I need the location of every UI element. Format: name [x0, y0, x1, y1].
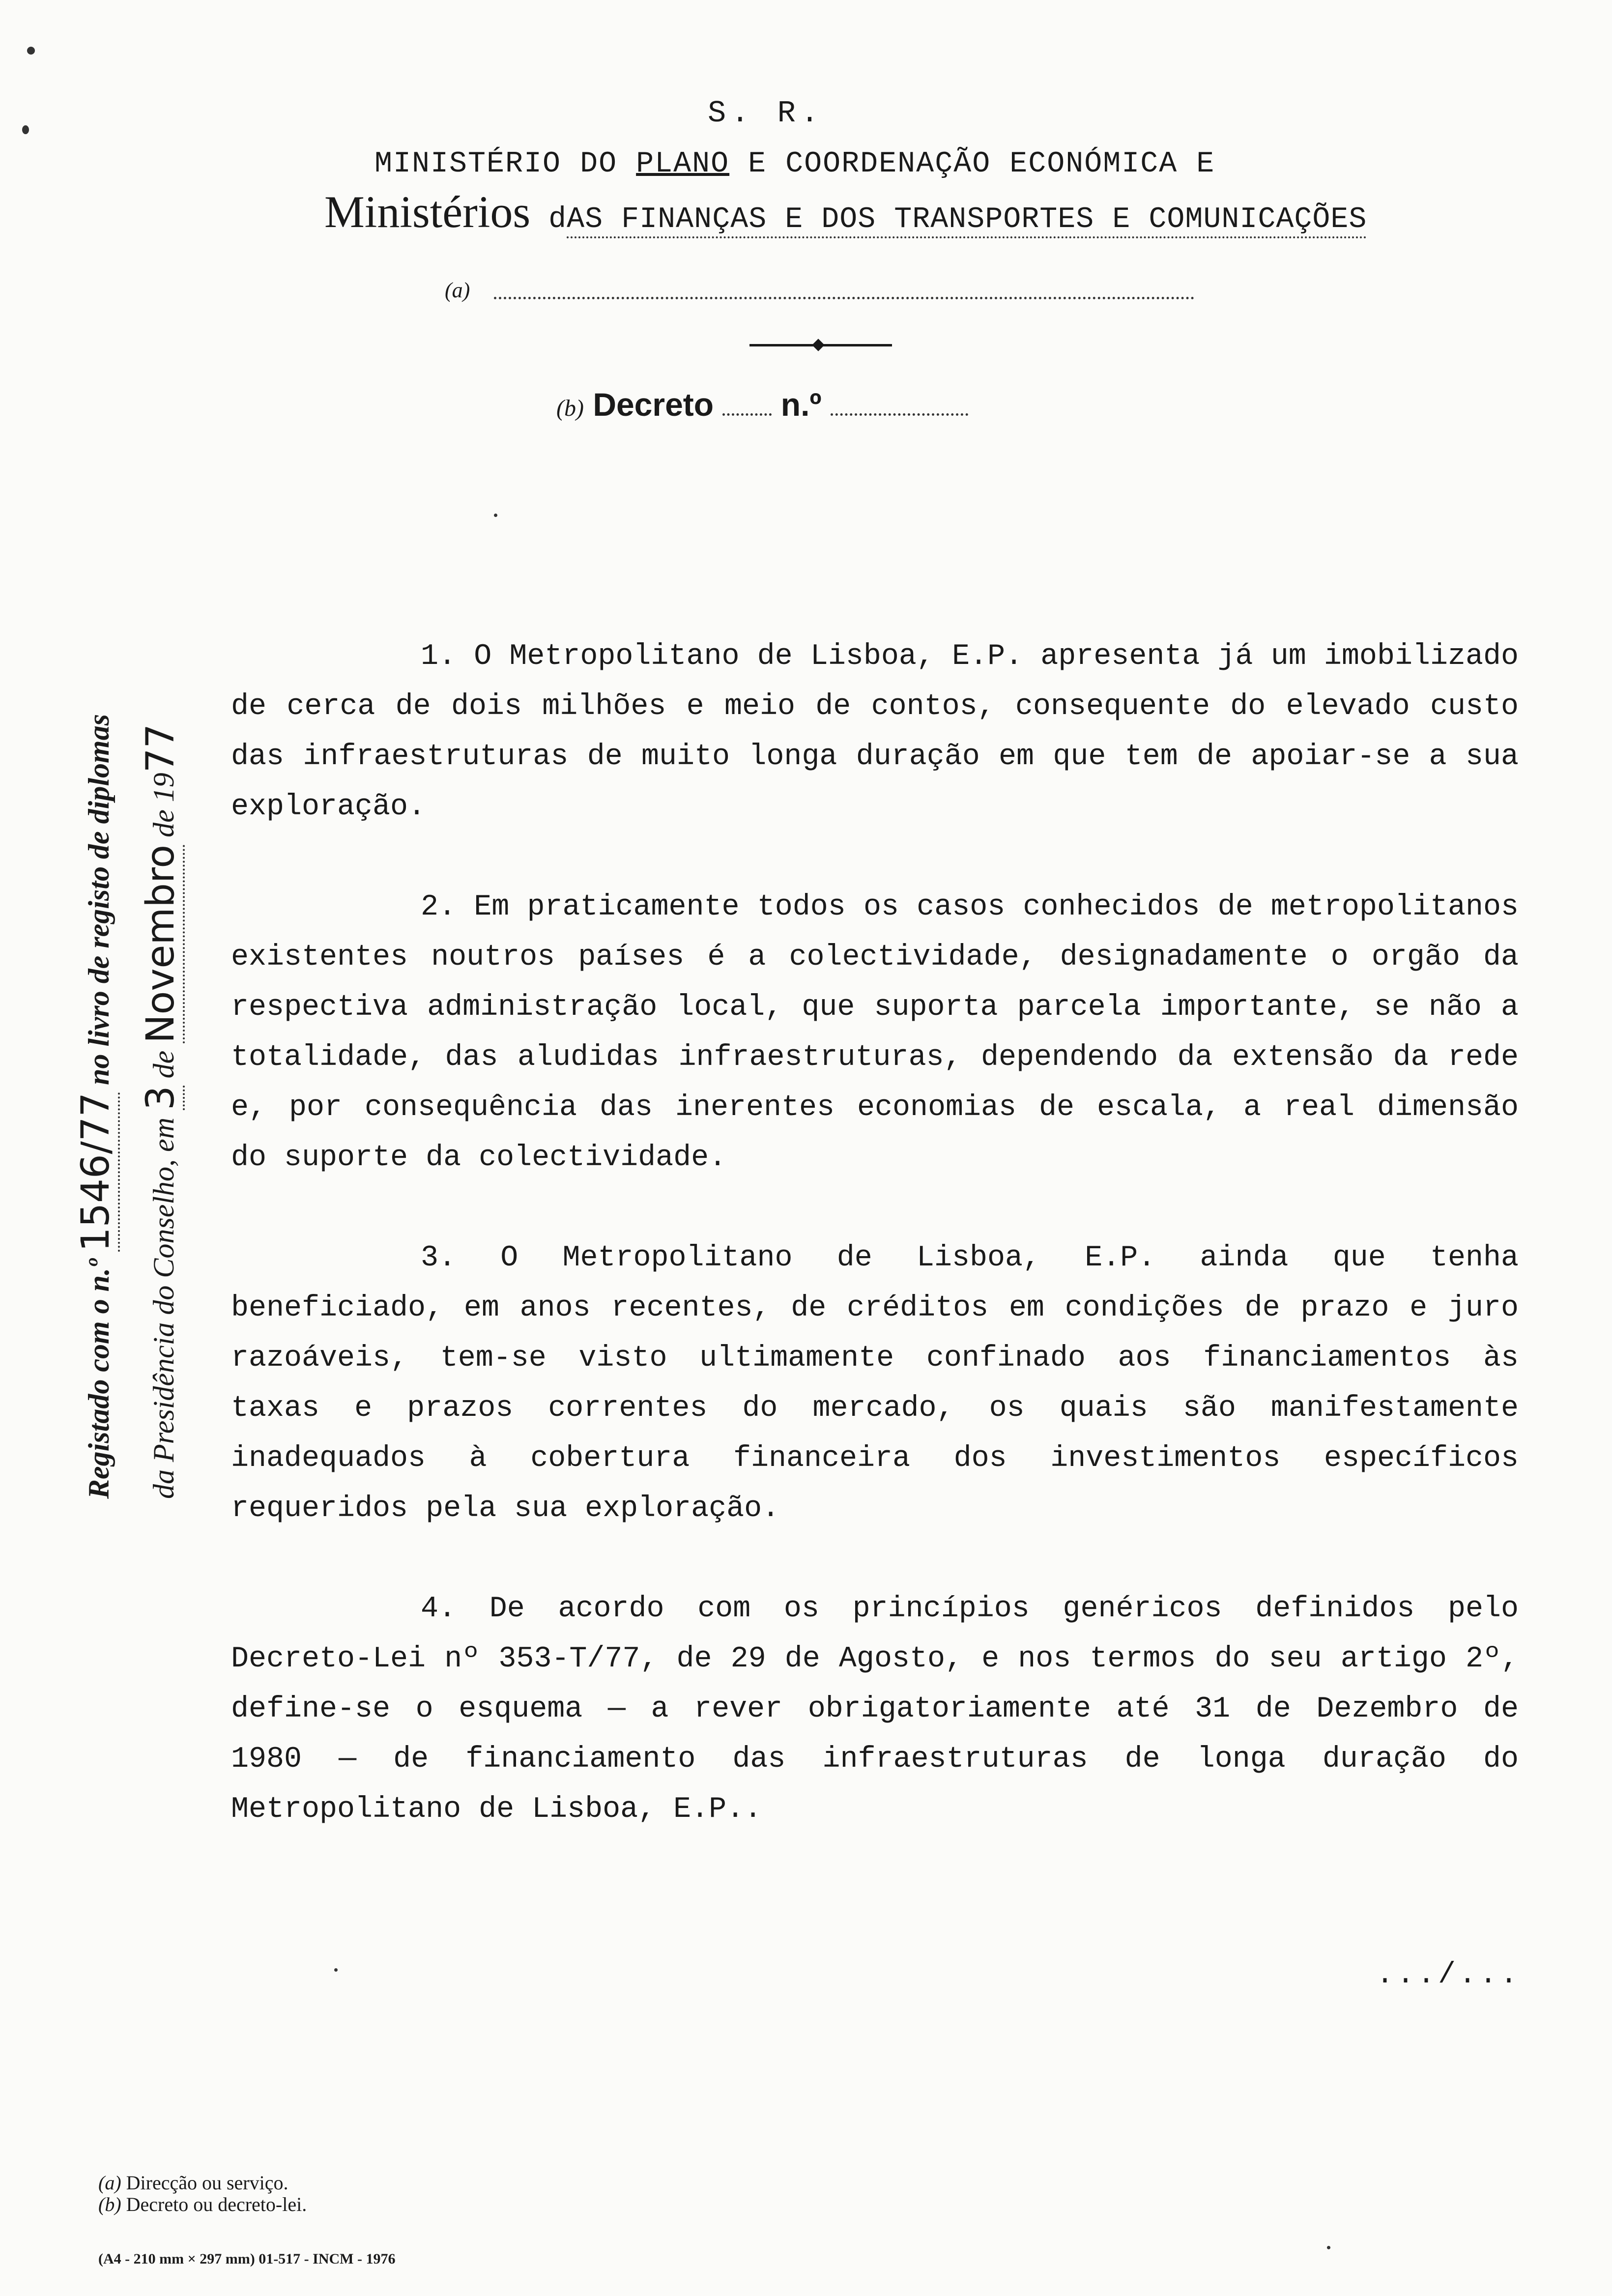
form-code: (A4 - 210 mm × 297 mm) 01-517 - INCM - 1976	[98, 2251, 396, 2267]
decreto-line	[556, 386, 968, 423]
decreto-number-blank	[831, 389, 968, 416]
scan-speck	[334, 1968, 338, 1972]
decree-body	[231, 631, 1519, 1885]
registration-month: Novembro	[139, 845, 185, 1043]
top-mark: S. R.	[708, 96, 824, 131]
ministry-line-1-post: E COORDENAÇÃO ECONÓMICA E	[729, 147, 1215, 181]
registration-year: 77	[139, 724, 183, 773]
ministry-printed-word: Ministérios	[324, 187, 531, 237]
footnote-b	[98, 2194, 307, 2215]
ministry-line-2	[324, 186, 1367, 238]
registration-date-prefix: da Presidência do Conselho, em	[147, 1118, 180, 1499]
footnotes	[98, 2172, 307, 2215]
field-a-label: (a)	[445, 278, 470, 302]
registration-day: 3	[139, 1086, 185, 1110]
registration-side-note	[74, 714, 185, 1499]
decreto-marker: (b)	[556, 395, 584, 421]
divider-diamond-icon	[812, 339, 824, 351]
registration-prefix: Registado com o n.º	[83, 1259, 115, 1499]
scan-speck	[27, 47, 35, 55]
ministry-line-1-pre: MINISTÉRIO DO	[374, 147, 636, 181]
ministry-line-1	[374, 147, 1215, 181]
decreto-word: Decreto	[593, 386, 714, 423]
paragraph-2-text: 2. Em praticamente todos os casos conhecidos de metropolitanos existentes noutros países é a colectividade, designadamente o orgão da respectiva administração local, que suporta parcela importante, se não a totalidade, das aludidas infraestruturas, dependendo da extensão da rede e, por consequência das inerentes economias de escala, a real dimensão do suporte da colectividade.	[231, 890, 1519, 1175]
registration-line-1	[74, 714, 120, 1499]
decreto-type-blank	[722, 389, 772, 416]
scan-speck	[1327, 2246, 1330, 2249]
footnote-b-marker: (b)	[98, 2193, 121, 2215]
registration-year-prefix: de 19	[147, 773, 180, 837]
footnote-a-text: Direcção ou serviço.	[126, 2172, 288, 2194]
scan-speck	[494, 514, 497, 517]
paragraph-3	[231, 1233, 1519, 1534]
ministry-line-2-pre: d	[530, 203, 567, 236]
ministry-line-1-underlined: PLANO	[636, 147, 730, 181]
decreto-number-label: n.º	[780, 386, 822, 423]
ministry-line-2-typed: AS FINANÇAS E DOS TRANSPORTES E COMUNICAÇÕES	[567, 203, 1367, 238]
registration-date-mid: de	[147, 1050, 180, 1079]
paragraph-1-text: 1. O Metropolitano de Lisboa, E.P. apresenta já um imobilizado de cerca de dois milhões e meio de contos, consequente do elevado custo das infraestruturas de muito longa duração em que tem de apoiar-se a sua exploração.	[231, 640, 1519, 824]
continuation-mark: .../...	[1376, 1958, 1521, 1992]
footnote-b-text: Decreto ou decreto-lei.	[126, 2193, 307, 2215]
paragraph-3-text: 3. O Metropolitano de Lisboa, E.P. ainda que tenha beneficiado, em anos recentes, de créditos em condições de prazo e juro razoáveis, tem-se visto ultimamente confinado aos financiamentos às taxas e prazos correntes do mercado, os quais são manifestamente inadequados à cobertura financeira dos investimentos específicos requeridos pela sua exploração.	[231, 1241, 1519, 1525]
registration-suffix: no livro de registo de diplomas	[83, 714, 115, 1085]
scan-speck	[22, 125, 29, 134]
footnote-a-marker: (a)	[98, 2172, 121, 2194]
footnote-a	[98, 2172, 307, 2194]
paragraph-4-text: 4. De acordo com os princípios genéricos definidos pelo Decreto-Lei nº 353-T/77, de 29 de Agosto, e nos termos do seu artigo 2º, define-se o esquema — a rever obrigatoriamente até 31 de Dezembro de 1980 — de financiamento das infraestruturas de longa duração do Metropolitano de Lisboa, E.P..	[231, 1592, 1519, 1826]
registration-number: 1546/77	[74, 1092, 120, 1252]
registration-line-2	[139, 714, 185, 1499]
paragraph-2	[231, 882, 1519, 1183]
field-a-blank	[494, 297, 1194, 299]
paragraph-1	[231, 631, 1519, 832]
paragraph-4	[231, 1584, 1519, 1835]
